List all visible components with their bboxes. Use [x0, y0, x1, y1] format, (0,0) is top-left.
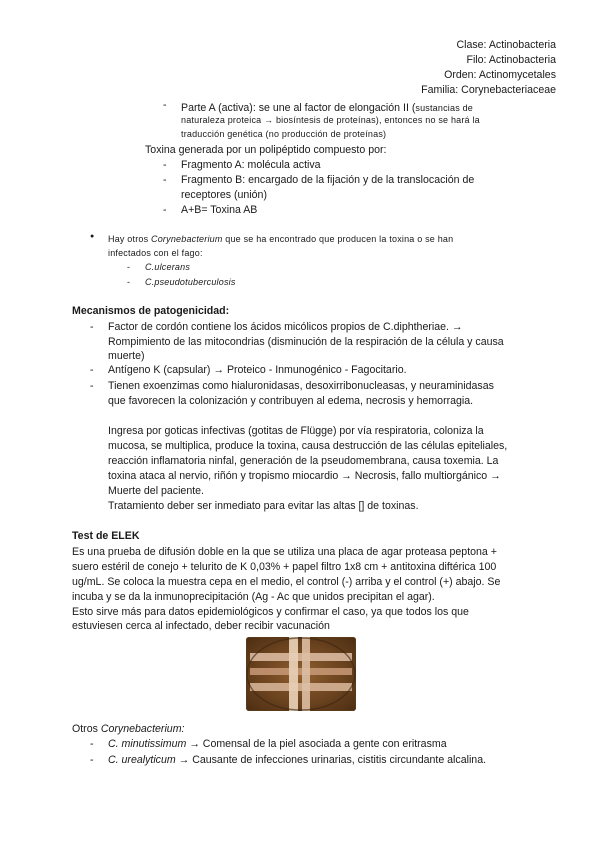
parte-a-line3: traducción genética (no producción de proteínas): [181, 129, 387, 139]
elek-l6: estuviesen cerca al infectado, deber recibir vacunación: [72, 620, 330, 632]
mec-p6: Tratamiento deber ser inmediato para evitar las altas [] de toxinas.: [108, 500, 419, 512]
dash: -: [90, 380, 94, 392]
otros2-item1-text: → Comensal de la piel asociada a gente con eritrasma: [189, 738, 447, 750]
elek-plate-photo: [246, 637, 356, 711]
otros2-title-a: Otros: [72, 723, 98, 735]
otros2-title-b: Corynebacterium:: [100, 723, 185, 735]
elek-title: Test de ELEK: [72, 530, 140, 542]
otros-line2: infectados con el fago:: [108, 248, 203, 258]
mec-p2: mucosa, se multiplica, produce la toxina, causa destrucción de las células epiteliales,: [108, 440, 508, 452]
otros2-item2-name: C. urealyticum: [108, 754, 176, 766]
mec-item1-l2: Rompimiento de las mitocondrias (disminución de la respiración de la célula y causa: [108, 336, 504, 348]
mec-p1: Ingresa por goticas infectivas (gotitas de Flügge) por vía respiratoria, coloniza la: [108, 425, 484, 437]
dash: -: [90, 364, 94, 376]
dash: -: [90, 754, 94, 766]
dash: -: [127, 277, 131, 287]
dash: -: [90, 321, 94, 333]
toxina-intro: Toxina generada por un polipéptido compuesto por:: [145, 144, 387, 156]
otros2-item1: [108, 737, 447, 751]
header-filo: Filo: Actinobacteria: [466, 54, 556, 66]
parte-a-line1a: Parte A (activa): se une al factor de elongación II (: [181, 102, 416, 114]
elek-l4: incuba y se da la inmunoprecipitación (Ag - Ac que unidos precipitan el agar).: [72, 591, 435, 603]
header-clase: Clase: Actinobacteria: [456, 39, 556, 51]
parte-a-line1b: sustancias de: [415, 103, 474, 113]
mec-p3: reacción inflamatoria ninfal, generación de la pseudomembrana, causa toxemia. La: [108, 455, 499, 467]
otros-item-1: C.ulcerans: [145, 262, 191, 272]
dash: -: [90, 738, 94, 750]
mec-item3-l1: Tienen exoenzimas como hialuronidasas, desoxirribonucleasas, y neuraminidasas: [108, 380, 494, 392]
fragmento-b-line2: receptores (unión): [181, 189, 267, 201]
otros2-item1-name: C. minutissimum: [108, 738, 187, 750]
fragmento-a: Fragmento A: molécula activa: [181, 159, 321, 171]
fragmento-b-line1: Fragmento B: encargado de la fijación y de la translocación de: [181, 174, 475, 186]
elek-l3: ug/mL. Se coloca la muestra cepa en el medio, el control (-) arriba y el control (+) abajo. Se: [72, 576, 501, 588]
mec-p4: toxina ataca al nervio, riñón y tropismo miocardio → Necrosis, fallo multiorgánico →: [108, 470, 501, 482]
otros2-title: [72, 722, 184, 736]
parte-a-line2: naturaleza proteica → biosíntesis de proteínas), entonces no se hará la: [181, 115, 480, 125]
otros-line1: [108, 233, 453, 246]
header-familia: Familia: Corynebacteriaceae: [421, 84, 556, 96]
elek-l5: Esto sirve más para datos epidemiológicos y confirmar el caso, ya que todos los que: [72, 606, 469, 618]
elek-l1: Es una prueba de difusión doble en la que se utiliza una placa de agar proteasa peptona +: [72, 546, 497, 558]
dash: -: [163, 99, 167, 111]
elek-plate-drawing: [246, 637, 356, 711]
mec-item2: Antígeno K (capsular) → Proteico - Inmunogénico - Fagocitario.: [108, 364, 407, 376]
otros2-item2: [108, 753, 486, 767]
mec-item1-l1: Factor de cordón contiene los ácidos micólicos propios de C.diphtheriae. →: [108, 321, 463, 333]
otros2-item2-text: → Causante de infecciones urinarias, cistitis circundante alcalina.: [178, 754, 487, 766]
otros-line1a: Hay otros: [108, 234, 149, 244]
otros-line1c: que se ha encontrado que producen la toxina o se han: [225, 234, 454, 244]
bullet-dot: ●: [90, 233, 95, 240]
mec-item1-l3: muerte): [108, 350, 145, 362]
otros-item-2: C.pseudotuberculosis: [145, 277, 236, 287]
mec-p5: Muerte del paciente.: [108, 485, 204, 497]
dash: -: [163, 174, 167, 186]
mec-item3-l2: que favorecen la colonización y contribuyen al edema, necrosis y hemorragia.: [108, 395, 474, 407]
header-orden: Orden: Actinomycetales: [444, 69, 556, 81]
dash: -: [127, 262, 131, 272]
elek-l2: suero estéril de conejo + telurito de K 0,03% + papel filtro 1x8 cm + antitoxina diftérica 100: [72, 561, 497, 573]
mecanismos-title: Mecanismos de patogenicidad:: [72, 305, 230, 317]
toxina-sum: A+B= Toxina AB: [181, 204, 258, 216]
otros-line1b: Corynebacterium: [151, 234, 223, 244]
dash: -: [163, 204, 167, 216]
dash: -: [163, 159, 167, 171]
